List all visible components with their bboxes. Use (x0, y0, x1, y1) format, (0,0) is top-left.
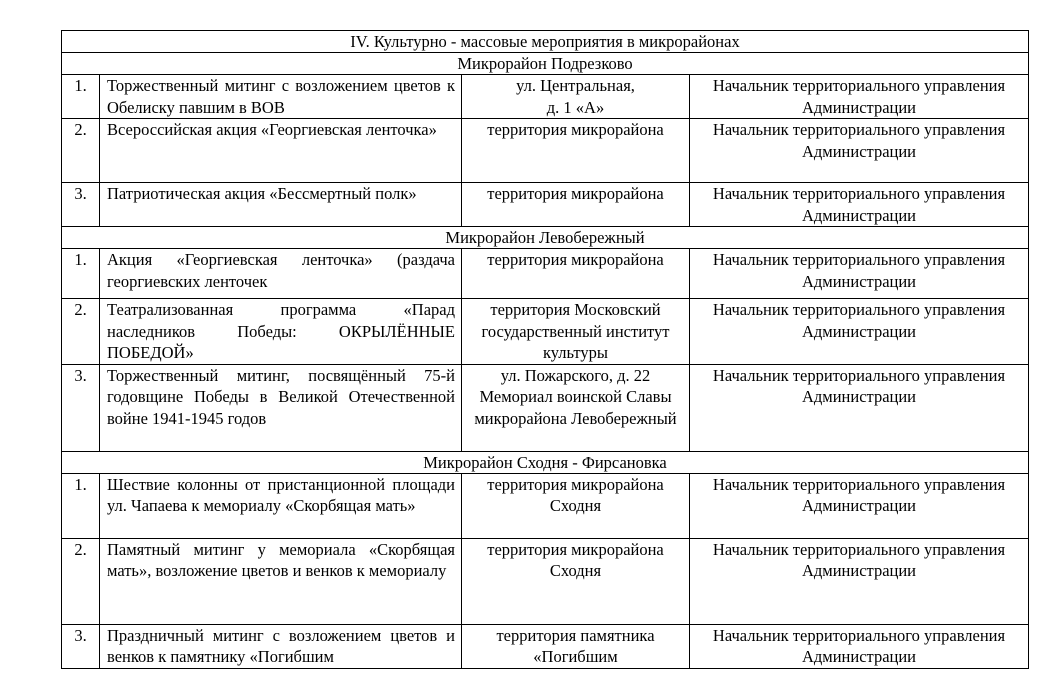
place-cell: территория памятника «Погибшим (462, 624, 690, 668)
district-header-row (62, 53, 1029, 75)
row-number: 3. (62, 624, 100, 668)
district-header-row (62, 227, 1029, 249)
event-cell: Торжественный митинг, посвящённый 75-й годовщине Победы в Великой Отечественной войне 1941-1945 годов (100, 364, 462, 451)
place-cell: территория микрорайона (462, 249, 690, 299)
table-row (62, 624, 1029, 668)
section-title: IV. Культурно - массовые мероприятия в микрорайонах (62, 31, 1029, 53)
table-row (62, 75, 1029, 119)
place-cell: территория Московский государственный институт культуры (462, 299, 690, 365)
row-number: 1. (62, 473, 100, 538)
table-row (62, 249, 1029, 299)
place-cell: ул. Пожарского, д. 22 Мемориал воинской Славы микрорайона Левобережный (462, 364, 690, 451)
table-row (62, 473, 1029, 538)
row-number: 2. (62, 119, 100, 183)
place-text: ул. Центральная, д. 1 «А» (516, 76, 635, 117)
responsible-cell: Начальник территориального управления Администрации (690, 119, 1029, 183)
responsible-cell: Начальник территориального управления Администрации (690, 299, 1029, 365)
table-row (62, 364, 1029, 451)
event-cell: Праздничный митинг с возложением цветов и венков к памятнику «Погибшим (100, 624, 462, 668)
event-cell: Всероссийская акция «Георгиевская ленточка» (100, 119, 462, 183)
row-number: 1. (62, 249, 100, 299)
row-number: 2. (62, 538, 100, 624)
table-row (62, 119, 1029, 183)
place-cell: территория микрорайона Сходня (462, 538, 690, 624)
district-header: Микрорайон Левобережный (62, 227, 1029, 249)
responsible-cell: Начальник территориального управления Администрации (690, 183, 1029, 227)
events-table (61, 30, 1029, 669)
event-cell: Акция «Георгиевская ленточка» (раздача георгиевских ленточек (100, 249, 462, 299)
table-row (62, 538, 1029, 624)
district-header: Микрорайон Сходня - Фирсановка (62, 451, 1029, 473)
table-row (62, 299, 1029, 365)
table-row (62, 183, 1029, 227)
row-number: 3. (62, 183, 100, 227)
row-number: 2. (62, 299, 100, 365)
responsible-cell: Начальник территориального управления Администрации (690, 75, 1029, 119)
responsible-cell: Начальник территориального управления Администрации (690, 473, 1029, 538)
responsible-cell: Начальник территориального управления Администрации (690, 364, 1029, 451)
responsible-cell: Начальник территориального управления Администрации (690, 624, 1029, 668)
event-cell: Шествие колонны от пристанционной площади ул. Чапаева к мемориалу «Скорбящая мать» (100, 473, 462, 538)
event-cell: Торжественный митинг с возложением цветов к Обелиску павшим в ВОВ (100, 75, 462, 119)
row-number: 1. (62, 75, 100, 119)
district-header: Микрорайон Подрезково (62, 53, 1029, 75)
responsible-cell: Начальник территориального управления Администрации (690, 249, 1029, 299)
event-cell: Театрализованная программа «Парад наследников Победы: ОКРЫЛЁННЫЕ ПОБЕДОЙ» (100, 299, 462, 365)
district-header-row (62, 451, 1029, 473)
place-cell: территория микрорайона (462, 119, 690, 183)
place-cell: территория микрорайона (462, 183, 690, 227)
section-title-row (62, 31, 1029, 53)
event-cell: Патриотическая акция «Бессмертный полк» (100, 183, 462, 227)
place-cell: территория микрорайона Сходня (462, 473, 690, 538)
responsible-cell: Начальник территориального управления Администрации (690, 538, 1029, 624)
row-number: 3. (62, 364, 100, 451)
event-cell: Памятный митинг у мемориала «Скорбящая мать», возложение цветов и венков к мемориалу (100, 538, 462, 624)
place-cell (462, 75, 690, 119)
